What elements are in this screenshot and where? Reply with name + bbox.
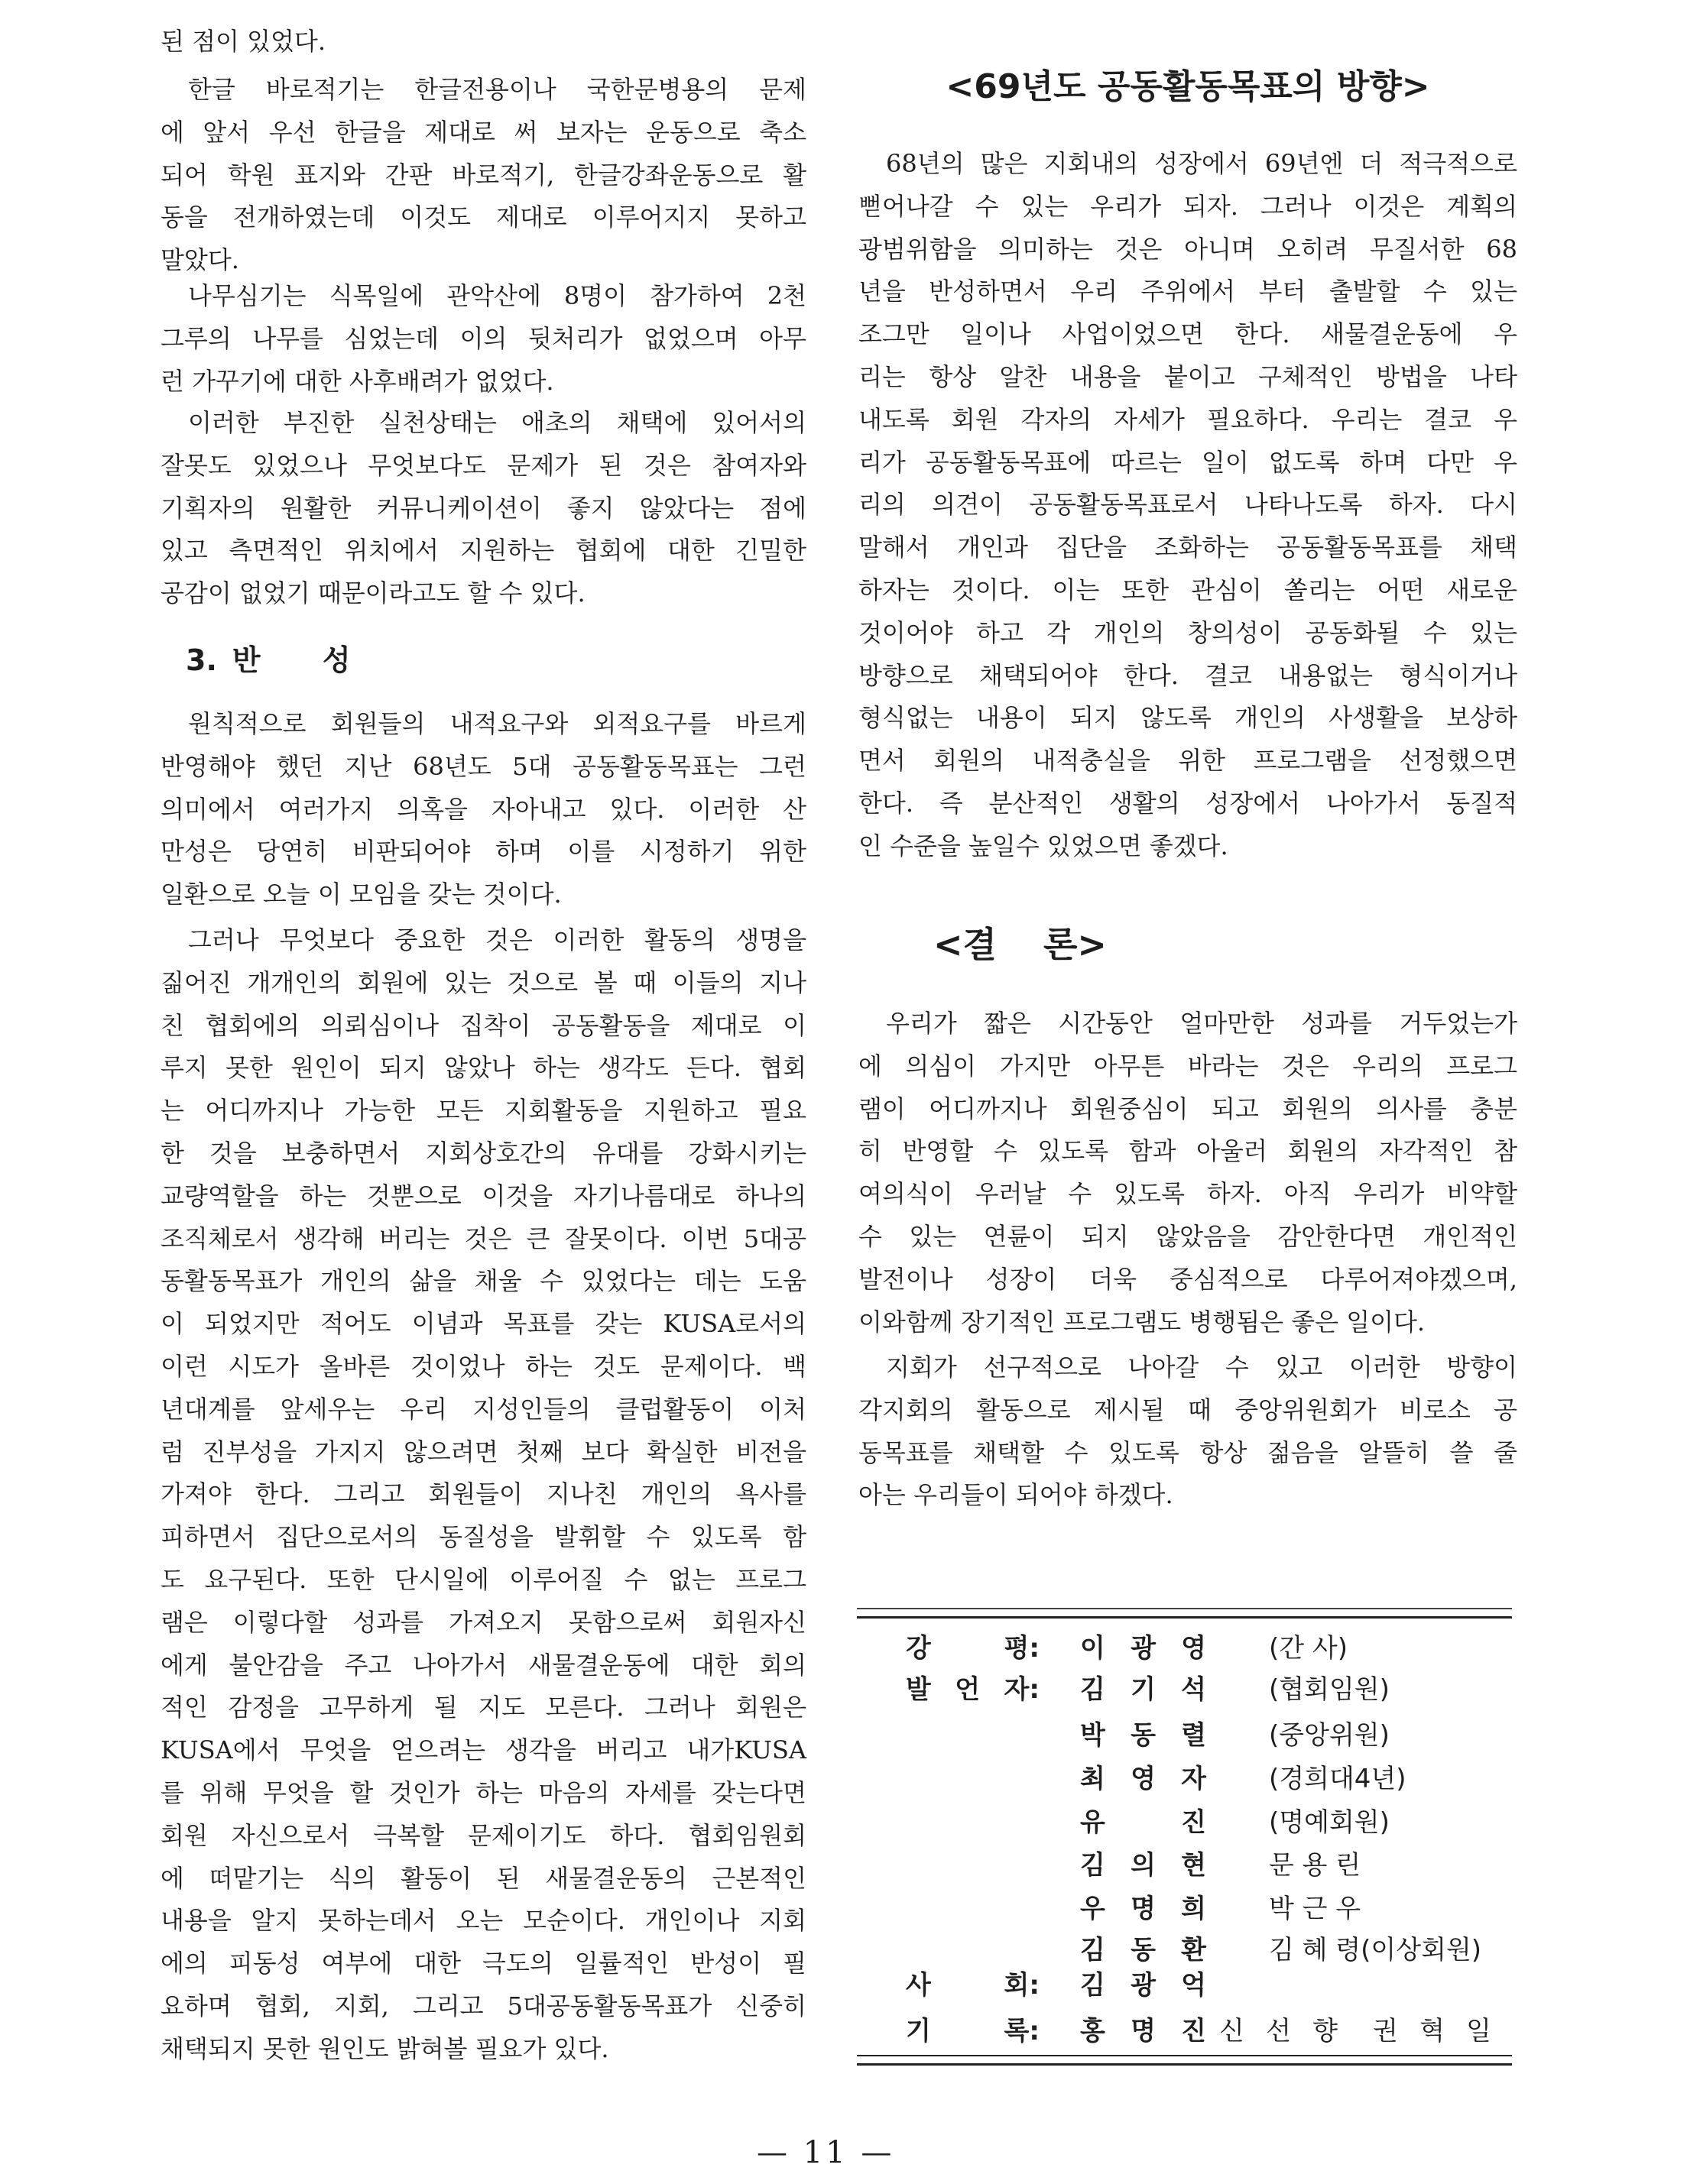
credits-row: [857, 1716, 1512, 1755]
text-line: 내용을 알지 못하는데서 오는 모순이다. 개인이나 지회: [161, 1906, 806, 1936]
paragraph-conclusion-1: [858, 1003, 1517, 1343]
text-line: 채택되지 못한 원인도 밝혀볼 필요가 있다.: [161, 2033, 609, 2063]
text-line: 인 수준을 높일수 있었으면 좋겠다.: [858, 831, 1228, 860]
text-line: 램은 이렇다할 성과를 가져오지 못함으로써 회원자신: [161, 1607, 806, 1637]
text-line: 적인 감정을 고무하게 될 지도 모른다. 그러나 회원은: [161, 1693, 806, 1722]
text-line: 에 의심이 가지만 아무튼 바라는 것은 우리의 프로그: [858, 1051, 1517, 1081]
credit-note: (간 사): [1269, 1633, 1348, 1664]
credit-name: 김 동 환: [1080, 1935, 1206, 1965]
text-line: 는 어디까지나 가능한 모든 지회활동을 지원하고 필요: [161, 1096, 806, 1126]
credit-note: (협회임원): [1269, 1674, 1390, 1705]
text-line: 광범위함을 의미하는 것은 아니며 오히려 무질서한 68: [858, 234, 1517, 264]
text-line: 말해서 개인과 집단을 조화하는 공동활동목표를 채택: [858, 533, 1517, 562]
section-title: 반 성: [232, 643, 351, 677]
text-line: 만성은 당연히 비판되어야 하며 이를 시정하기 위한: [161, 837, 806, 867]
text-line: 기획자의 원활한 커뮤니케이션이 좋지 않았다는 점에: [161, 493, 806, 523]
text-line: 아는 우리들이 되어야 하겠다.: [858, 1480, 1173, 1510]
text-line: 이와함께 장기적인 프로그램도 병행됨은 좋은 일이다.: [858, 1307, 1426, 1337]
text-line: 년을 반성하면서 우리 주위에서 부터 출발할 수 있는: [858, 277, 1517, 306]
text-line: 동활동목표가 개인의 삶을 채울 수 있었다는 데는 도움: [161, 1266, 806, 1296]
credit-note: (명예회원): [1269, 1807, 1390, 1838]
text-line: 여의식이 우러날 수 있도록 하자. 아직 우리가 비약할: [858, 1179, 1517, 1209]
credits-top-rule: [857, 1608, 1512, 1609]
text-line: 루지 못한 원인이 되지 않았나 하는 생각도 든다. 협회: [161, 1053, 806, 1083]
credit-name: 유 진: [1080, 1807, 1206, 1838]
credits-row: [857, 1890, 1512, 1928]
credits-row: [857, 1846, 1512, 1884]
text-line: 각지회의 활동으로 제시될 때 중앙위원회가 비로소 공: [858, 1395, 1517, 1424]
credit-note: 신 선 향: [1219, 2016, 1338, 2046]
text-line: 그러나 무엇보다 중요한 것은 이러한 활동의 생명을: [188, 925, 806, 954]
text-line: 내도록 회원 각자의 자세가 필요하다. 우리는 결코 우: [858, 404, 1517, 434]
text-line: 리가 공동활동목표에 따르는 일이 없도록 하며 다만 우: [858, 447, 1517, 477]
continued-text: [161, 21, 806, 63]
credit-name: 우 명 희: [1080, 1894, 1206, 1924]
credits-row: [857, 1760, 1512, 1798]
text-line: KUSA에서 무엇을 얻으려는 생각을 버리고 내가KUSA: [161, 1735, 806, 1765]
text-line: 럼 진부성을 가지지 않으려면 첫째 보다 확실한 비전을: [161, 1437, 806, 1466]
text-line: 년대계를 앞세우는 우리 지성인들의 클럽활동이 이처: [161, 1394, 806, 1424]
text-line: 히 반영할 수 있도록 함과 아울러 회원의 자각적인 참: [858, 1136, 1517, 1166]
text-line: 원칙적으로 회원들의 내적요구와 외적요구를 바르게: [188, 709, 806, 738]
text-line: 이 되었지만 적어도 이념과 목표를 갖는 KUSA로서의: [161, 1309, 806, 1339]
credit-name-extra: 권 혁 일: [1373, 2016, 1491, 2046]
credits-row: [857, 2012, 1512, 2050]
paragraph-poor-practice: [161, 402, 806, 615]
text-line: 68년의 많은 지회내의 성장에서 69년엔 더 적극적으로: [886, 149, 1517, 178]
text-line: 발전이나 성장이 더욱 중심적으로 다루어져야겠으며,: [858, 1264, 1517, 1294]
text-line: 것이어야 하고 각 개인의 창의성이 공동화될 수 있는: [858, 617, 1517, 647]
paragraph-tree-planting: [161, 275, 806, 403]
credit-name: 이 광 영: [1080, 1633, 1206, 1664]
text-line: 동목표를 채택할 수 있도록 항상 젊음을 알뜰히 쓸 줄: [858, 1437, 1517, 1467]
text-line: 런 가꾸기에 대한 사후배려가 없었다.: [161, 366, 554, 396]
credit-role-label: 강 평:: [906, 1633, 1040, 1664]
credit-name: 박 동 렬: [1080, 1720, 1206, 1751]
text-line: 수 있는 연륜이 되지 않았음을 감안한다면 개인적인: [858, 1221, 1517, 1251]
text-line: 말았다.: [161, 245, 239, 275]
text-line: 램이 어디까지나 회원중심이 되고 회원의 의사를 충분: [858, 1094, 1517, 1123]
credit-note: (경희대4년): [1269, 1764, 1406, 1794]
credit-note: 박 근 우: [1269, 1894, 1361, 1924]
text-line: 이런 시도가 올바른 것이었나 하는 것도 문제이다. 백: [161, 1351, 806, 1381]
text-line: 공감이 없었기 때문이라고도 할 수 있다.: [161, 578, 586, 608]
text-line: 한 것을 보충하면서 지회상호간의 유대를 강화시키는: [161, 1138, 806, 1168]
text-line: 되어 학원 표지와 간판 바로적기, 한글강좌운동으로 활: [161, 160, 806, 190]
page-number: — 11 —: [757, 2135, 895, 2170]
paragraph-reflection-intro: [161, 703, 806, 916]
text-line: 뻗어나갈 수 있는 우리가 되자. 그러나 이것은 계획의: [858, 191, 1517, 221]
section-heading: [186, 639, 351, 682]
credits-row: [857, 1629, 1512, 1667]
text-line: 우리가 짧은 시간동안 얼마만한 성과를 거두었는가: [886, 1009, 1517, 1038]
text-line: 리는 항상 알찬 내용을 붙이고 구체적인 방법을 나타: [858, 361, 1517, 391]
text-line: 일환으로 오늘 이 모임을 갖는 것이다.: [161, 880, 562, 909]
paragraph-conclusion-2: [858, 1346, 1517, 1517]
credit-name: 홍 명 진: [1080, 2016, 1206, 2046]
credits-bottom-rule: [857, 2055, 1512, 2056]
paragraph-69-goals: [858, 143, 1517, 868]
credit-note: 문 용 린: [1269, 1850, 1361, 1881]
credit-name: 김 광 억: [1080, 1970, 1206, 2001]
credit-name: 김 기 석: [1080, 1674, 1206, 1705]
credit-note: 김 혜 령(이상회원): [1269, 1935, 1482, 1965]
paragraph-hangul-correction: [161, 69, 806, 282]
heading-conclusion: <결 론>: [933, 924, 1107, 965]
text-line: 형식없는 내용이 되지 않도록 개인의 사생활을 보상하: [858, 703, 1517, 733]
credit-role-label: 기 록:: [906, 2016, 1040, 2046]
text-line: 조직체로서 생각해 버리는 것은 큰 잘못이다. 이번 5대공: [161, 1223, 806, 1253]
text-line: 의미에서 여러가지 의혹을 자아내고 있다. 이러한 산: [161, 794, 806, 824]
text-line: 잘못도 있었으나 무엇보다도 문제가 된 것은 참여자와: [161, 450, 806, 480]
text-line: 조그만 일이나 사업이었으면 한다. 새물결운동에 우: [858, 319, 1517, 349]
text-line: 그루의 나무를 심었는데 이의 뒷처리가 없었으며 아무: [161, 323, 806, 353]
credit-role-label: 발 언 자:: [906, 1674, 1040, 1705]
credits-row: [857, 1931, 1512, 1969]
credits-row: [857, 1803, 1512, 1842]
text-line: 된 점이 있었다.: [161, 27, 326, 56]
text-line: 이러한 부진한 실천상태는 애초의 채택에 있어서의: [188, 408, 806, 437]
text-line: 있고 측면적인 위치에서 지원하는 협회에 대한 긴밀한: [161, 536, 806, 565]
text-line: 지회가 선구적으로 나아갈 수 있고 이러한 방향이: [886, 1353, 1517, 1382]
text-line: 면서 회원의 내적충실을 위한 프로그램을 선정했으면: [858, 746, 1517, 776]
text-line: 피하면서 집단으로서의 동질성을 발휘할 수 있도록 함: [161, 1522, 806, 1552]
text-line: 반영해야 했던 지난 68년도 5대 공동활동목표는 그런: [161, 751, 806, 781]
text-line: 방향으로 채택되어야 한다. 결코 내용없는 형식이거나: [858, 660, 1517, 690]
heading-69-goals: <69년도 공동활동목표의 방향>: [946, 67, 1430, 106]
text-line: 에 앞서 우선 한글을 제대로 써 보자는 운동으로 축소: [161, 117, 806, 147]
credits-top-rule: [857, 1616, 1512, 1619]
credit-note: (중앙위원): [1269, 1720, 1390, 1751]
section-number: 3.: [186, 643, 217, 677]
text-line: 요하며 협회, 지회, 그리고 5대공동활동목표가 신중히: [161, 1991, 806, 2020]
text-line: 나무심기는 식목일에 관악산에 8명이 참가하여 2천: [188, 281, 806, 310]
credit-name: 최 영 자: [1080, 1764, 1206, 1794]
credit-role-label: 사 회:: [906, 1970, 1040, 2001]
text-line: 리의 의견이 공동활동목표로서 나타나도록 하자. 다시: [858, 490, 1517, 520]
text-line: 동을 전개하였는데 이것도 제대로 이루어지지 못하고: [161, 203, 806, 232]
paragraph-reflection-body: [161, 919, 806, 2071]
text-line: 에 떠맡기는 식의 활동이 된 새물결운동의 근본적인: [161, 1863, 806, 1893]
text-line: 를 위해 무엇을 할 것인가 하는 마음의 자세를 갖는다면: [161, 1777, 806, 1807]
text-line: 회원 자신으로서 극복할 문제이기도 하다. 협회임원회: [161, 1820, 806, 1850]
credit-name: 김 의 현: [1080, 1850, 1206, 1881]
credits-box: [857, 1605, 1512, 2071]
text-line: 짊어진 개개인의 회원에 있는 것으로 볼 때 이들의 지나: [161, 967, 806, 997]
text-line: 가져야 한다. 그리고 회원들이 지나친 개인의 욕사를: [161, 1479, 806, 1509]
credits-row: [857, 1670, 1512, 1709]
text-line: 교량역할을 하는 것뿐으로 이것을 자기나름대로 하나의: [161, 1181, 806, 1210]
text-line: 하자는 것이다. 이는 또한 관심이 쏠리는 어떤 새로운: [858, 575, 1517, 604]
text-line: 친 협회에의 의뢰심이나 집착이 공동활동을 제대로 이: [161, 1010, 806, 1040]
text-line: 에의 피동성 여부에 대한 극도의 일률적인 반성이 필: [161, 1949, 806, 1978]
text-line: 도 요구된다. 또한 단시일에 이루어질 수 없는 프로그: [161, 1564, 806, 1594]
text-line: 한글 바로적기는 한글전용이나 국한문병용의 문제: [188, 75, 806, 104]
credits-bottom-rule: [857, 2063, 1512, 2066]
text-line: 한다. 즉 분산적인 생활의 성장에서 나아가서 동질적: [858, 788, 1517, 818]
text-line: 에게 불안감을 주고 나아가서 새물결운동에 대한 회의: [161, 1650, 806, 1680]
credits-row: [857, 1966, 1512, 2004]
